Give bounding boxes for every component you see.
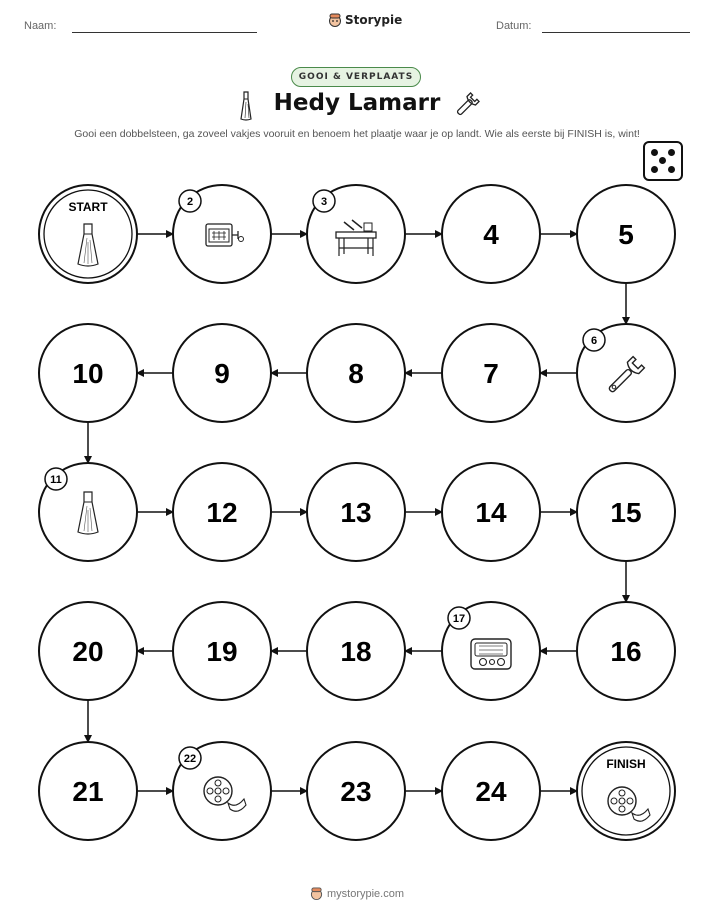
cell-number: 3 xyxy=(320,196,328,208)
board-cell-23 xyxy=(307,742,405,840)
footer xyxy=(0,887,714,900)
board-cell-3 xyxy=(307,185,405,283)
cell-number: 2 xyxy=(186,196,194,208)
board-cell-9 xyxy=(173,324,271,422)
cell-number: 16 xyxy=(610,636,642,667)
board-cell-16 xyxy=(577,602,675,700)
brand-name: Storypie xyxy=(345,13,403,27)
cell-number: 19 xyxy=(206,636,238,667)
cell-number: 15 xyxy=(610,497,642,528)
board-cell-18 xyxy=(307,602,405,700)
cell-number: 10 xyxy=(72,358,104,389)
board-cell-10 xyxy=(39,324,137,422)
cell-number: 17 xyxy=(452,613,466,625)
cell-number: 21 xyxy=(72,776,104,807)
date-label: Datum: xyxy=(496,20,532,32)
pie-mascot-icon xyxy=(310,887,323,900)
board-cell-2 xyxy=(173,185,271,283)
board-cell-22 xyxy=(173,742,271,840)
board-cell-11 xyxy=(39,463,137,561)
page-title: Hedy Lamarr xyxy=(273,90,441,116)
board-cell-19 xyxy=(173,602,271,700)
finish-label: FINISH xyxy=(606,757,646,771)
cell-number: 9 xyxy=(214,358,230,389)
board-cell-21 xyxy=(39,742,137,840)
cell-number: 7 xyxy=(483,358,499,389)
cell-number: 22 xyxy=(183,753,197,765)
cell-number: 14 xyxy=(475,497,507,528)
name-label: Naam: xyxy=(24,20,57,32)
instructions-text: Gooi een dobbelsteen, ga zoveel vakjes vooruit en benoem het plaatje waar je op landt. Wie als eerste bij FINISH is, wint! xyxy=(74,128,640,140)
board-cell-20 xyxy=(39,602,137,700)
cell-number: 23 xyxy=(340,776,372,807)
board-cell-4 xyxy=(442,185,540,283)
board-cell-6 xyxy=(577,324,675,422)
board-cell-12 xyxy=(173,463,271,561)
board-cell-5 xyxy=(577,185,675,283)
board-cell-8 xyxy=(307,324,405,422)
cell-number: 11 xyxy=(50,474,62,486)
cell-number: 13 xyxy=(340,497,372,528)
board-cell-1 xyxy=(39,185,137,283)
board-cell-25 xyxy=(577,742,675,840)
cell-number: 20 xyxy=(72,636,104,667)
cell-number: 8 xyxy=(348,358,364,389)
cell-number: 4 xyxy=(483,219,499,250)
cell-number: 5 xyxy=(618,219,634,250)
footer-url: mystorypie.com xyxy=(326,887,405,900)
cell-number: 12 xyxy=(206,497,238,528)
board-cell-17 xyxy=(442,602,540,700)
board-cell-14 xyxy=(442,463,540,561)
cell-number: 18 xyxy=(340,636,372,667)
board-cell-7 xyxy=(442,324,540,422)
board-cell-13 xyxy=(307,463,405,561)
mode-badge: GOOI & VERPLAATS xyxy=(291,67,421,87)
cell-number: 6 xyxy=(590,335,598,347)
start-label: START xyxy=(68,200,108,214)
board-cell-15 xyxy=(577,463,675,561)
cell-number: 24 xyxy=(475,776,507,807)
board-cell-24 xyxy=(442,742,540,840)
